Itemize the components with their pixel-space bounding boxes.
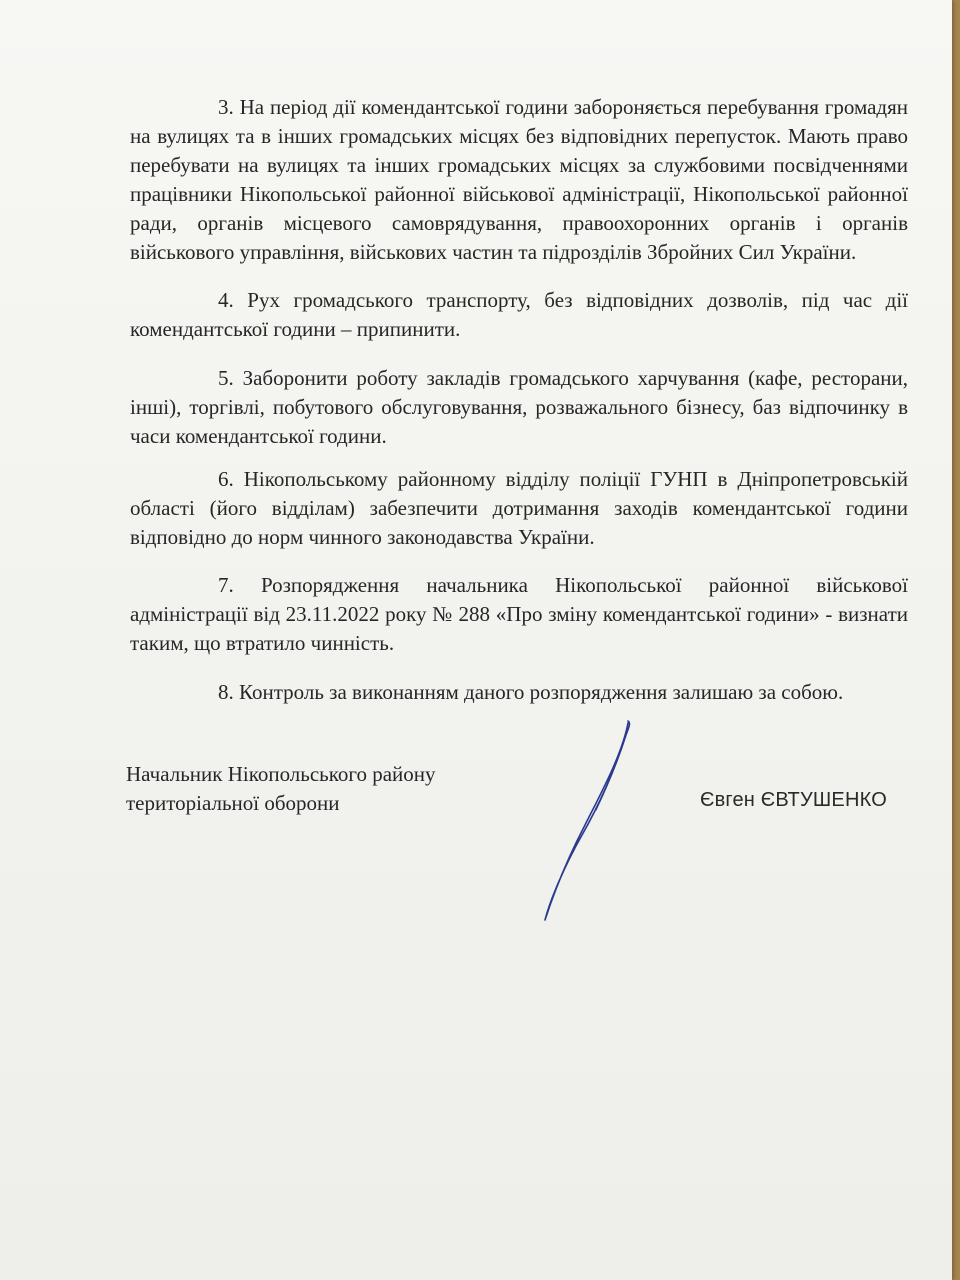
paragraph-7: 7. Розпорядження начальника Нікопольської районної військової адміністрації від 23.11.2022 року № 288 «Про зміну комендантської години» - визнати таким, що втратило чинність. [130,573,908,655]
handwritten-signature [530,715,640,930]
paragraph-8: 8. Контроль за виконанням даного розпорядження залишаю за собою. [218,680,844,704]
paragraph-4: 4. Рух громадського транспорту, без відповідних дозволів, під час дії комендантської години – припинити. [130,288,908,341]
paragraph-5: 5. Заборонити роботу закладів громадського харчування (кафе, ресторани, інші), торгівлі, побутового обслуговування, розважального бізнесу, баз відпочинку в часи комендантської години. [130,366,908,448]
signatory-name: Євген ЄВТУШЕНКО [700,789,887,811]
paragraph-6: 6. Нікопольському районному відділу поліції ГУНП в Дніпропетровській області (його відділам) забезпечити дотримання заходів комендантської години відповідно до норм чинного законодавства України. [130,467,908,549]
paragraph-3: 3. На період дії комендантської години забороняється перебування громадян на вулицях та в інших громадських місцях без відповідних перепусток. Мають право перебувати на вулицях та інших громадських місцях за службовими посвідченнями працівники Нікопольської районної військової адміністрації, Нікопольської районної ради, органів місцевого самоврядування, правоохоронних органів і органів військового управління, військових частин та підрозділів Збройних Сил України. [130,95,908,264]
signatory-position-line-2: територіальної оборони [126,791,340,815]
signatory-position [126,760,546,818]
signatory-position-line-1: Начальник Нікопольського району [126,762,436,786]
